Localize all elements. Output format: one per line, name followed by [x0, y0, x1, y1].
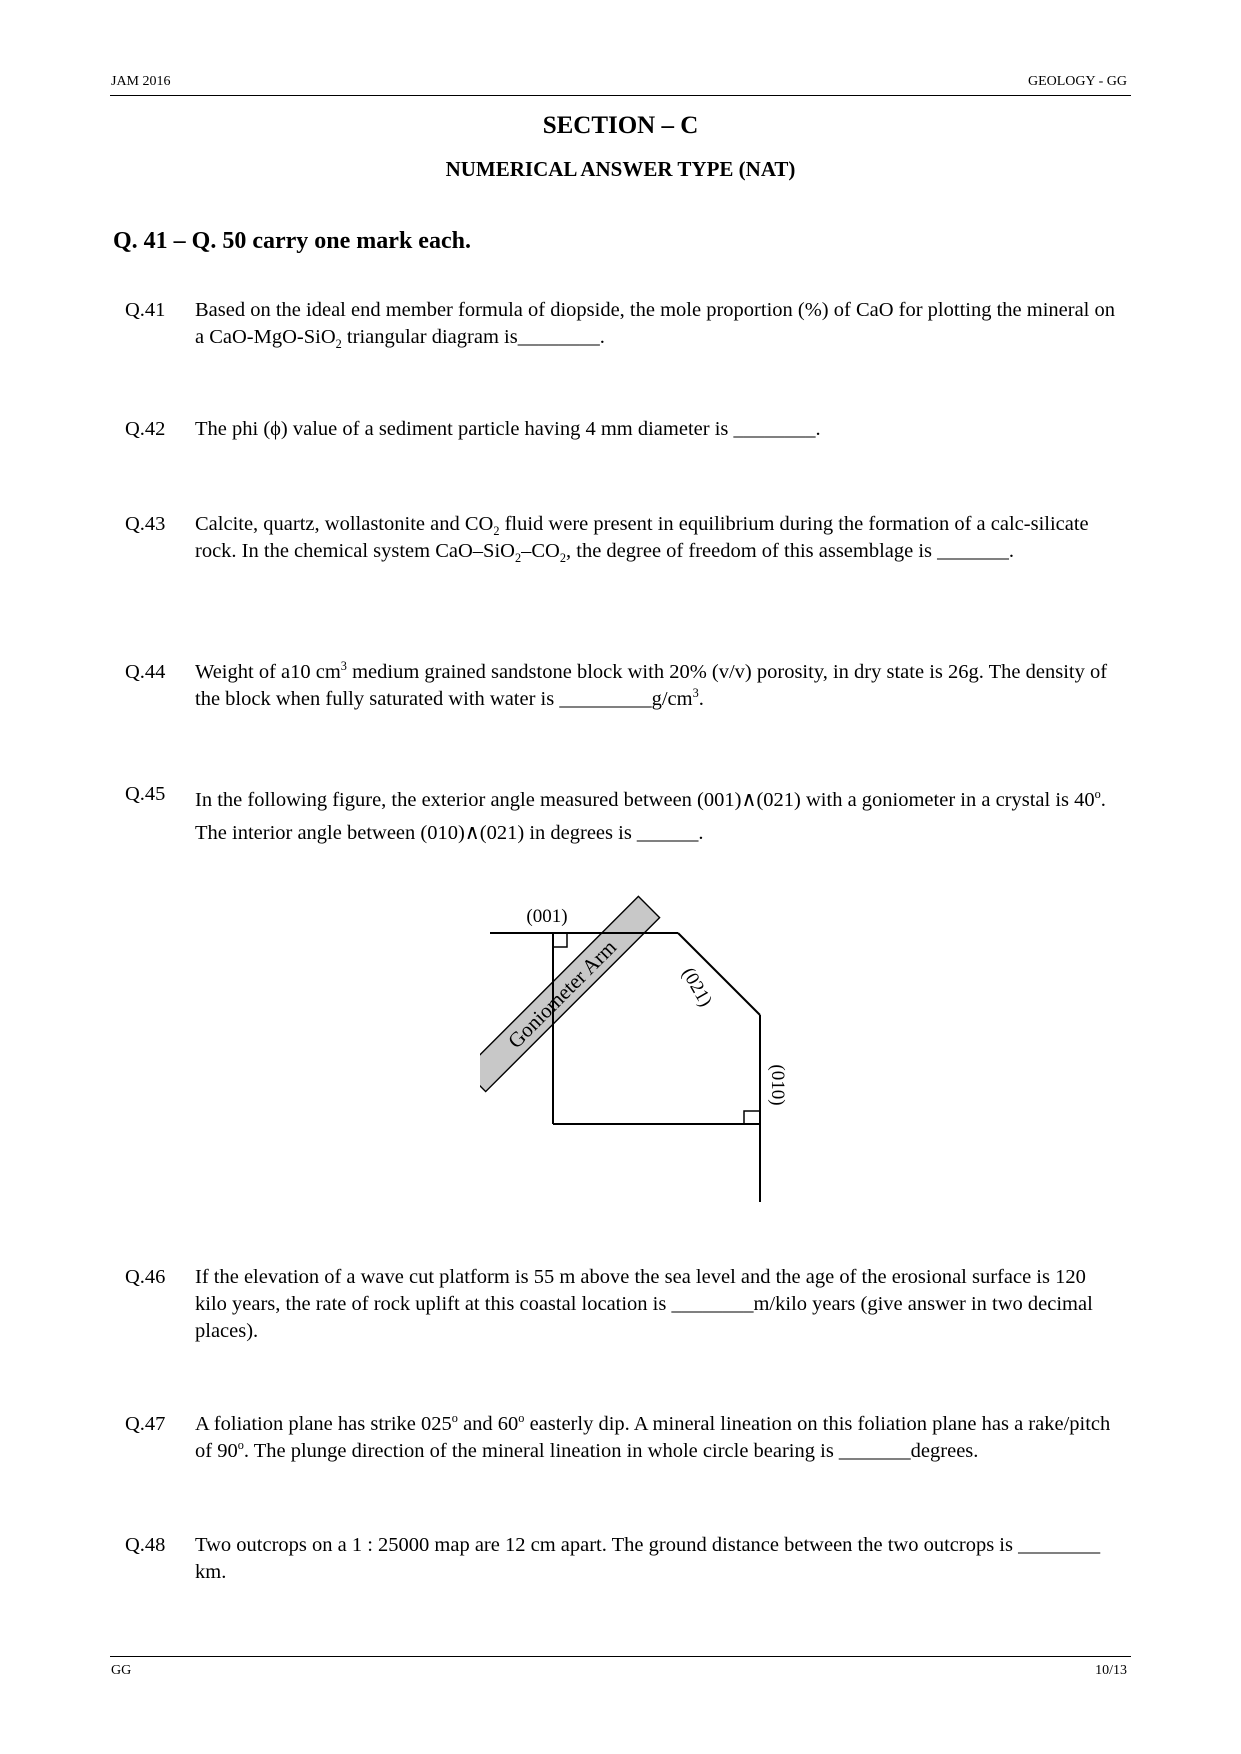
label-010: (010) — [767, 1064, 788, 1106]
question-text: If the elevation of a wave cut platform is 55 m above the sea level and the age of the erosional surface is 120 kilo years, the rate of rock uplift at this coastal location is ________m/kilo years (give answer in two decimal places). — [195, 1266, 1093, 1342]
question-number: Q.45 — [125, 783, 166, 805]
header-subject: GEOLOGY - GG — [1027, 74, 1127, 89]
question-text: The phi (ϕ) value of a sediment particle having 4 mm diameter is ________. — [195, 418, 821, 440]
question-text: Based on the ideal end member formula of diopside, the mole proportion (%) of CaO for plotting the mineral on a CaO-MgO-SiO$_2$ triangular diagram is________. — [195, 299, 1115, 352]
goniometer-figure — [480, 865, 830, 1205]
section-title: SECTION – C — [542, 112, 699, 139]
question-48 — [125, 1532, 1115, 1586]
footer-rule — [110, 1656, 1131, 1657]
question-number: Q.46 — [125, 1266, 166, 1288]
question-41 — [125, 297, 1115, 351]
section-subtitle: NUMERICAL ANSWER TYPE (NAT) — [445, 157, 796, 181]
question-47 — [125, 1411, 1115, 1465]
question-number: Q.43 — [125, 513, 166, 535]
label-001: (001) — [526, 906, 568, 927]
question-42 — [125, 416, 1115, 443]
question-number: Q.41 — [125, 299, 166, 321]
question-number: Q.47 — [125, 1413, 166, 1435]
question-number: Q.42 — [125, 418, 166, 440]
goniometer-arm-label: Goniometer Arm — [503, 934, 622, 1053]
question-number: Q.44 — [125, 661, 166, 683]
right-angle-marker-bottom — [744, 1111, 760, 1124]
footer-code: GG — [111, 1663, 132, 1678]
question-43 — [125, 511, 1115, 565]
header-rule — [110, 95, 1131, 96]
label-021: (021) — [677, 964, 717, 1011]
question-46 — [125, 1264, 1115, 1345]
question-text: In the following figure, the exterior angle measured between (001)∧(021) with a goniometer in a crystal is 40$^o$. The interior angle between (010)∧(021) in degrees is ______. — [195, 787, 1106, 844]
question-text: A foliation plane has strike 025$^o$ and 60$^o$ easterly dip. A mineral lineation on this foliation plane has a rake/pitch of 90$^o$. The plunge direction of the mineral lineation in whole circle bearing is _______degrees. — [195, 1411, 1111, 1462]
question-number: Q.48 — [125, 1534, 166, 1556]
right-angle-marker-top — [553, 933, 567, 947]
question-text: Two outcrops on a 1 : 25000 map are 12 cm apart. The ground distance between the two outcrops is ________ km. — [195, 1534, 1101, 1583]
page-number: 10/13 — [1095, 1663, 1127, 1678]
marks-note: Q. 41 – Q. 50 carry one mark each. — [113, 228, 471, 254]
question-text: Weight of a10 $cm^3$ medium grained sandstone block with 20% (v/v) porosity, in dry state is 26g. The density of the block when fully saturated with water is $\_\_\_\_\_\_\_\_\_g/cm^3$. — [195, 659, 1108, 710]
header-exam: JAM 2016 — [111, 74, 171, 89]
question-45 — [125, 784, 1115, 850]
question-text: Calcite, quartz, wollastonite and $CO_2$ fluid were present in equilibrium during the formation of a calc-silicate rock. In the chemical system CaO–$SiO_2-CO_2$, the degree of freedom of this assemblage is _______. — [195, 513, 1089, 566]
question-44 — [125, 659, 1115, 713]
